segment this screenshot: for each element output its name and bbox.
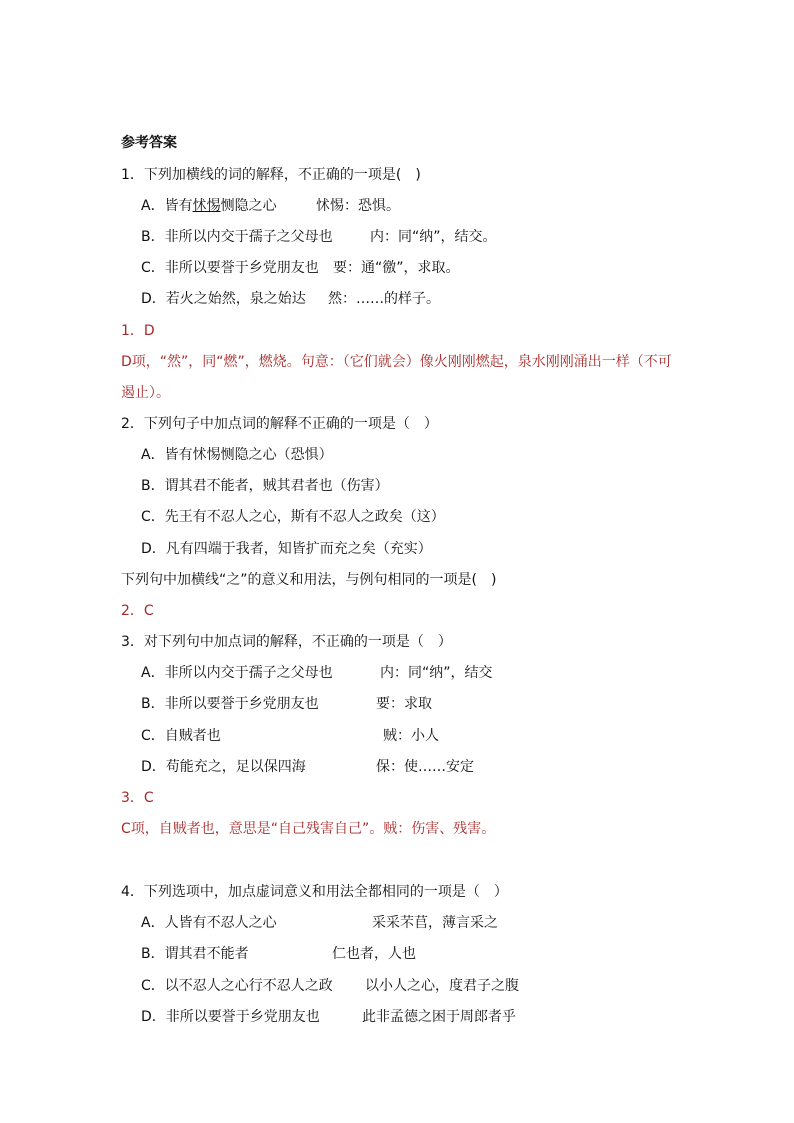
q1-option-c: C．非所以要誉于乡党朋友也	[141, 260, 319, 276]
q1-option-a-underlined: 怵惕	[192, 198, 221, 214]
q2-option-b: B．谓其君不能者，贼其君者也（伤害）	[141, 478, 389, 494]
q3-option-c-gloss: 贼：小人	[383, 728, 439, 744]
q2-option-d: D．凡有四端于我者，知皆扩而充之矣（充实）	[141, 541, 432, 557]
q3-option-b: B．非所以要誉于乡党朋友也	[141, 696, 319, 712]
q1-stem: 1．下列加横线的词的解释，不正确的一项是( )	[121, 167, 421, 183]
q4-option-b: B．谓其君不能者	[141, 946, 249, 962]
q3-stem: 3．对下列句中加点词的解释，不正确的一项是（ ）	[121, 634, 452, 650]
q4-option-d: D．非所以要誉于乡党朋友也	[141, 1009, 320, 1025]
q3-option-a: A．非所以内交于孺子之父母也	[141, 665, 333, 681]
q1-option-b-gloss: 内：同“纳”，结交。	[370, 229, 497, 245]
q1-option-a-post: 恻隐之心	[220, 198, 277, 214]
q1-answer: 1．D	[121, 323, 155, 339]
q3-option-c: C．自贼者也	[141, 728, 221, 744]
q3-explanation: C项，自贼者也，意思是“自己残害自己”。贼：伤害、残害。	[121, 821, 496, 837]
q4-option-b-pair: 仁也者，人也	[332, 946, 416, 962]
q2-option-a: A．皆有怵惕恻隐之心（恐惧）	[141, 447, 333, 463]
q1-option-a-gloss: 怵惕：恐惧。	[316, 198, 400, 214]
q1-explanation-line1: D项，“然”，同“燃”，燃烧。句意：（它们就会）像火刚刚燃起，泉水刚刚涌出一样（不可	[121, 354, 672, 370]
q2-answer: 2．C	[121, 603, 154, 619]
q4-option-a-pair: 采采芣苢，薄言采之	[372, 915, 498, 931]
q4-stem: 4．下列选项中，加点虚词意义和用法全都相同的一项是（ ）	[121, 884, 508, 900]
q4-option-d-pair: 此非孟德之困于周郎者乎	[362, 1009, 516, 1025]
q4-option-a: A．人皆有不忍人之心	[141, 915, 277, 931]
q3-option-b-gloss: 要：求取	[376, 696, 432, 712]
q1-explanation-line2: 遏止）。	[121, 385, 170, 401]
q1-option-d-gloss: 然：……的样子。	[328, 291, 440, 307]
q1-option-b: B．非所以内交于孺子之父母也	[141, 229, 333, 245]
q2-extra-stem: 下列句中加横线“之”的意义和用法，与例句相同的一项是( )	[121, 572, 497, 588]
q2-option-c: C．先王有不忍人之心，斯有不忍人之政矣（这）	[141, 509, 445, 525]
q1-option-c-gloss: 要：通“徼”，求取。	[333, 260, 460, 276]
q1-option-d: D．若火之始然，泉之始达	[141, 291, 306, 307]
q3-option-d-gloss: 保：使……安定	[376, 759, 474, 775]
q3-answer: 3．C	[121, 790, 154, 806]
q3-option-a-gloss: 内：同“纳”，结交	[380, 665, 493, 681]
section-title: 参考答案	[121, 135, 177, 151]
q1-option-a	[141, 196, 277, 216]
q1-option-a-pre: A．皆有	[141, 198, 193, 214]
q4-option-c-pair: 以小人之心，度君子之腹	[365, 978, 519, 994]
q2-stem: 2．下列句子中加点词的解释不正确的一项是（ ）	[121, 416, 438, 432]
q4-option-c: C．以不忍人之心行不忍人之政	[141, 978, 333, 994]
q3-option-d: D．苟能充之，足以保四海	[141, 759, 306, 775]
